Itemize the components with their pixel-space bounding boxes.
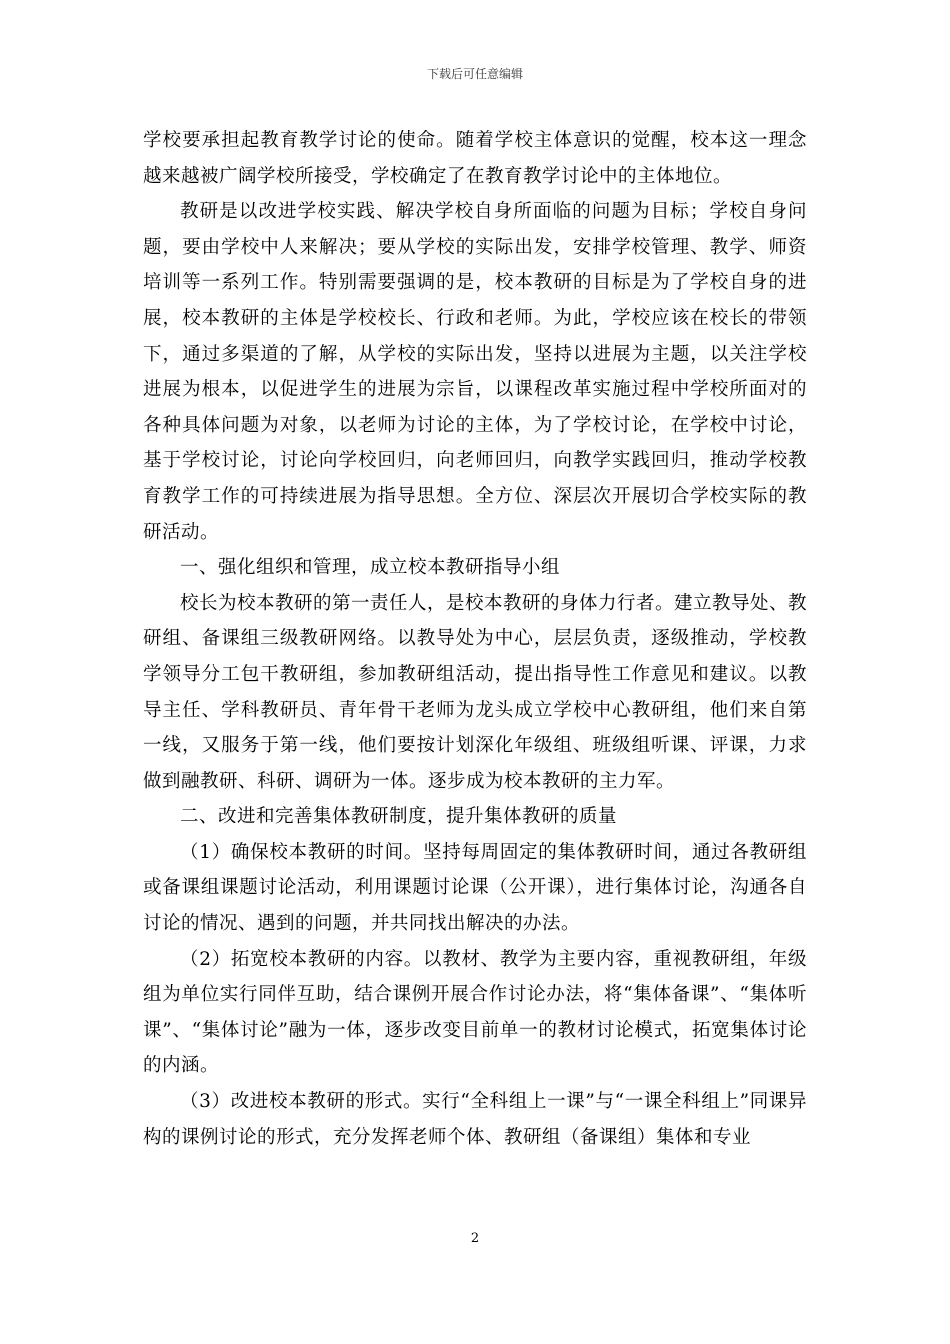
paragraph-item-3: （3）改进校本教研的形式。实行“全科组上一课”与“一课全科组上”同课异构的课例讨论的形式，充分发挥老师个体、教研组（备课组）集体和专业	[143, 1091, 807, 1148]
paragraph-item-2: （2）拓宽校本教研的内容。以教材、教学为主要内容，重视教研组，年级组为单位实行同伴互助，结合课例开展合作讨论办法，将“集体备课”、“集体听课”、“集体讨论”融为一体，逐步改变目前单一的教材讨论模式，拓宽集体讨论的内涵。	[143, 948, 807, 1077]
section-heading-2: 二、改进和完善集体教研制度，提升集体教研的质量	[180, 806, 618, 828]
page-number: 2	[470, 1231, 480, 1246]
paragraph-intro-continuation: 学校要承担起教育教学讨论的使命。随着学校主体意识的觉醒，校本这一理念越来越被广阔学校所接受，学校确定了在教育教学讨论中的主体地位。	[143, 130, 807, 187]
paragraph-teaching-research-purpose: 教研是以改进学校实践、解决学校自身所面临的问题为目标；学校自身问题，要由学校中人来解决；要从学校的实际出发，安排学校管理、教学、师资培训等一系列工作。特别需要强调的是，校本教研的目标是为了学校自身的进展，校本教研的主体是学校校长、行政和老师。为此，学校应该在校长的带领下，通过多渠道的了解，从学校的实际出发，坚持以进展为主题，以关注学校进展为根本，以促进学生的进展为宗旨，以课程改革实施过程中学校所面对的各种具体问题为对象，以老师为讨论的主体，为了学校讨论，在学校中讨论，基于学校讨论，讨论向学校回归，向老师回归，向教学实践回归，推动学校教育教学工作的可持续进展为指导思想。全方位、深层次开展切合学校实际的教研活动。	[143, 201, 807, 543]
section-heading-1: 一、强化组织和管理，成立校本教研指导小组	[180, 557, 561, 579]
paragraph-principal-responsibility: 校长为校本教研的第一责任人，是校本教研的身体力行者。建立教导处、教研组、备课组三级教研网络。以教导处为中心，层层负责，逐级推动，学校教学领导分工包干教研组，参加教研组活动，提出指导性工作意见和建议。以教导主任、学科教研员、青年骨干老师为龙头成立学校中心教研组，他们来自第一线，又服务于第一线，他们要按计划深化年级组、班级组听课、评课，力求做到融教研、科研、调研为一体。逐步成为校本教研的主力军。	[143, 592, 808, 792]
page-header: 下载后可任意编辑	[426, 67, 523, 81]
document-body	[143, 123, 807, 1155]
paragraph-item-1: （1）确保校本教研的时间。坚持每周固定的集体教研时间，通过各教研组或备课组课题讨论活动，利用课题讨论课（公开课），进行集体讨论，沟通各自讨论的情况、遇到的问题，并共同找出解决的办法。	[143, 841, 807, 935]
